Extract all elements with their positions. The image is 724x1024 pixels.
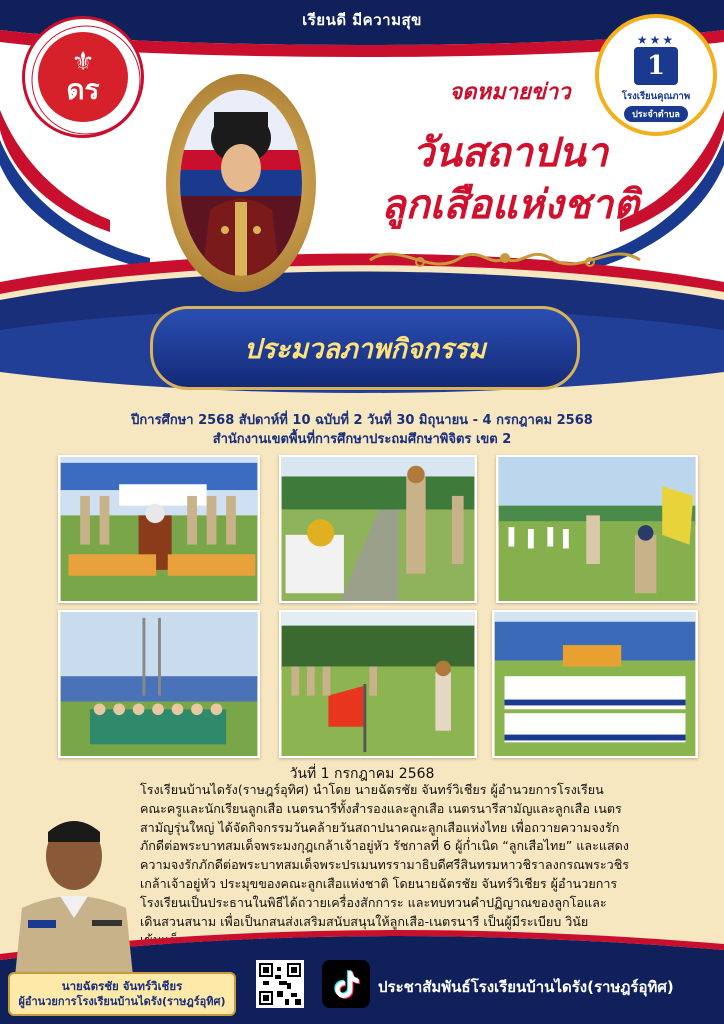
issue-info: ปีการศึกษา 2568 สัปดาห์ที่ 10 ฉบับที่ 2 วันที่ 30 มิถุนายน - 4 กรกฎาคม 2568 — [131, 413, 593, 428]
main-title-line2: ลูกเสือแห่งชาติ — [380, 182, 640, 228]
director-title: ผู้อำนวยการโรงเรียนบ้านไดรัง(ราษฎร์อุทิศ) — [18, 995, 226, 1008]
school-emblem — [22, 16, 144, 138]
photo-icon — [281, 612, 475, 756]
photo-icon — [60, 457, 258, 601]
gold-flourish-ornament — [360, 238, 650, 278]
photo-group-school — [492, 610, 698, 758]
photo-pledge-field — [279, 455, 477, 603]
book-icon: 1 — [634, 47, 678, 85]
photo-icon — [494, 612, 696, 756]
pr-channel-text[interactable]: ประชาสัมพันธ์โรงเรียนบ้านไดรัง(ราษฎร์อุทิศ) — [378, 978, 674, 996]
torch-icon: ⚜ — [71, 47, 95, 77]
newsletter-label: จดหมายข่าว — [449, 80, 571, 105]
director-photo — [8, 808, 140, 986]
emblem-ring — [25, 19, 147, 141]
ribbon-text: ประมวลภาพกิจกรรม — [244, 333, 486, 365]
director-caption — [8, 972, 236, 1016]
article-body: โรงเรียนบ้านไดรัง(ราษฎร์อุทิศ) นำโดย นายฉัตรชัย จันทร์วิเชียร ผู้อำนวยการโรงเรียน คณะครูและนักเรียนลูกเสือ เนตรนารีทั้งสำรองและลูกเสือ เนตรนารีสามัญและลูกเสือ เนตร สามัญรุ่นใหญ่ ได้จัดกิจกรรมวันคล้ายวันสถาปนาคณะลูกเสือแห่งไทย เพื่อถวายความจงรัก ภักดีต่อพระบาทสมเด็จพระมงกุฎเกล้าเจ้าอยู่หัว รัชกาลที่ 6 ผู้ก่ำเนิด “ลูกเสือไทย” และแสดง ความจงรักภักดีต่อพระบาทสมเด็จพระปรเมนทรรามาธิบดีศรีสินทรมหาวชิราลงกรณพระวชิร เกล้าเจ้าอยู่หัว ประมุขของคณะลูกเสือแห่งชาติ โดยนายฉัตรชัย จันทร์วิเชียร ผู้อำนวยการ โรงเรียนเป็นประธานในพิธีได้ถวายเครื่องสักการะ และทบทวนคำปฏิญาณของลูกโอและ เดินสวนสนาม เพื่อเป็นกสนส่งเสริมสนับสนุนให้ลูกเสือ-เนตรนารี เป็นผู้มีระเบียบ วินัย — [140, 782, 630, 929]
photo-icon — [498, 457, 696, 601]
photo-ceremony-stage — [58, 455, 260, 603]
director-name: นายฉัตรชัย จันทร์วิเชียร — [61, 979, 183, 993]
photo-march-flag — [279, 610, 477, 758]
photo-scouts-flag-field — [496, 455, 698, 603]
qr-code-icon[interactable] — [256, 960, 304, 1008]
activity-ribbon — [150, 306, 580, 390]
portrait-image — [180, 90, 302, 276]
king-portrait-frame — [166, 74, 316, 292]
school-motto: เรียนดี มีความสุข — [302, 11, 422, 29]
emblem-letters: ดร — [66, 73, 100, 106]
photo-group-sitting — [58, 610, 260, 758]
badge-label-line2: ประจำตำบล — [624, 106, 688, 122]
tiktok-icon[interactable] — [322, 960, 370, 1008]
photo-icon — [60, 612, 258, 756]
stars-icon: ★★★ — [636, 32, 676, 47]
article-date: วันที่ 1 กรกฎาคม 2568 — [289, 766, 435, 782]
badge-label-line1: โรงเรียนคุณภาพ — [621, 90, 691, 102]
king-portrait — [180, 90, 302, 276]
person-icon — [8, 808, 140, 986]
office-info: สำนักงานเขตพื้นที่การศึกษาประถมศึกษาพิจิตร เขต 2 — [212, 432, 512, 447]
photo-icon — [281, 457, 475, 601]
main-title-line1: วันสถาปนา — [411, 130, 609, 176]
